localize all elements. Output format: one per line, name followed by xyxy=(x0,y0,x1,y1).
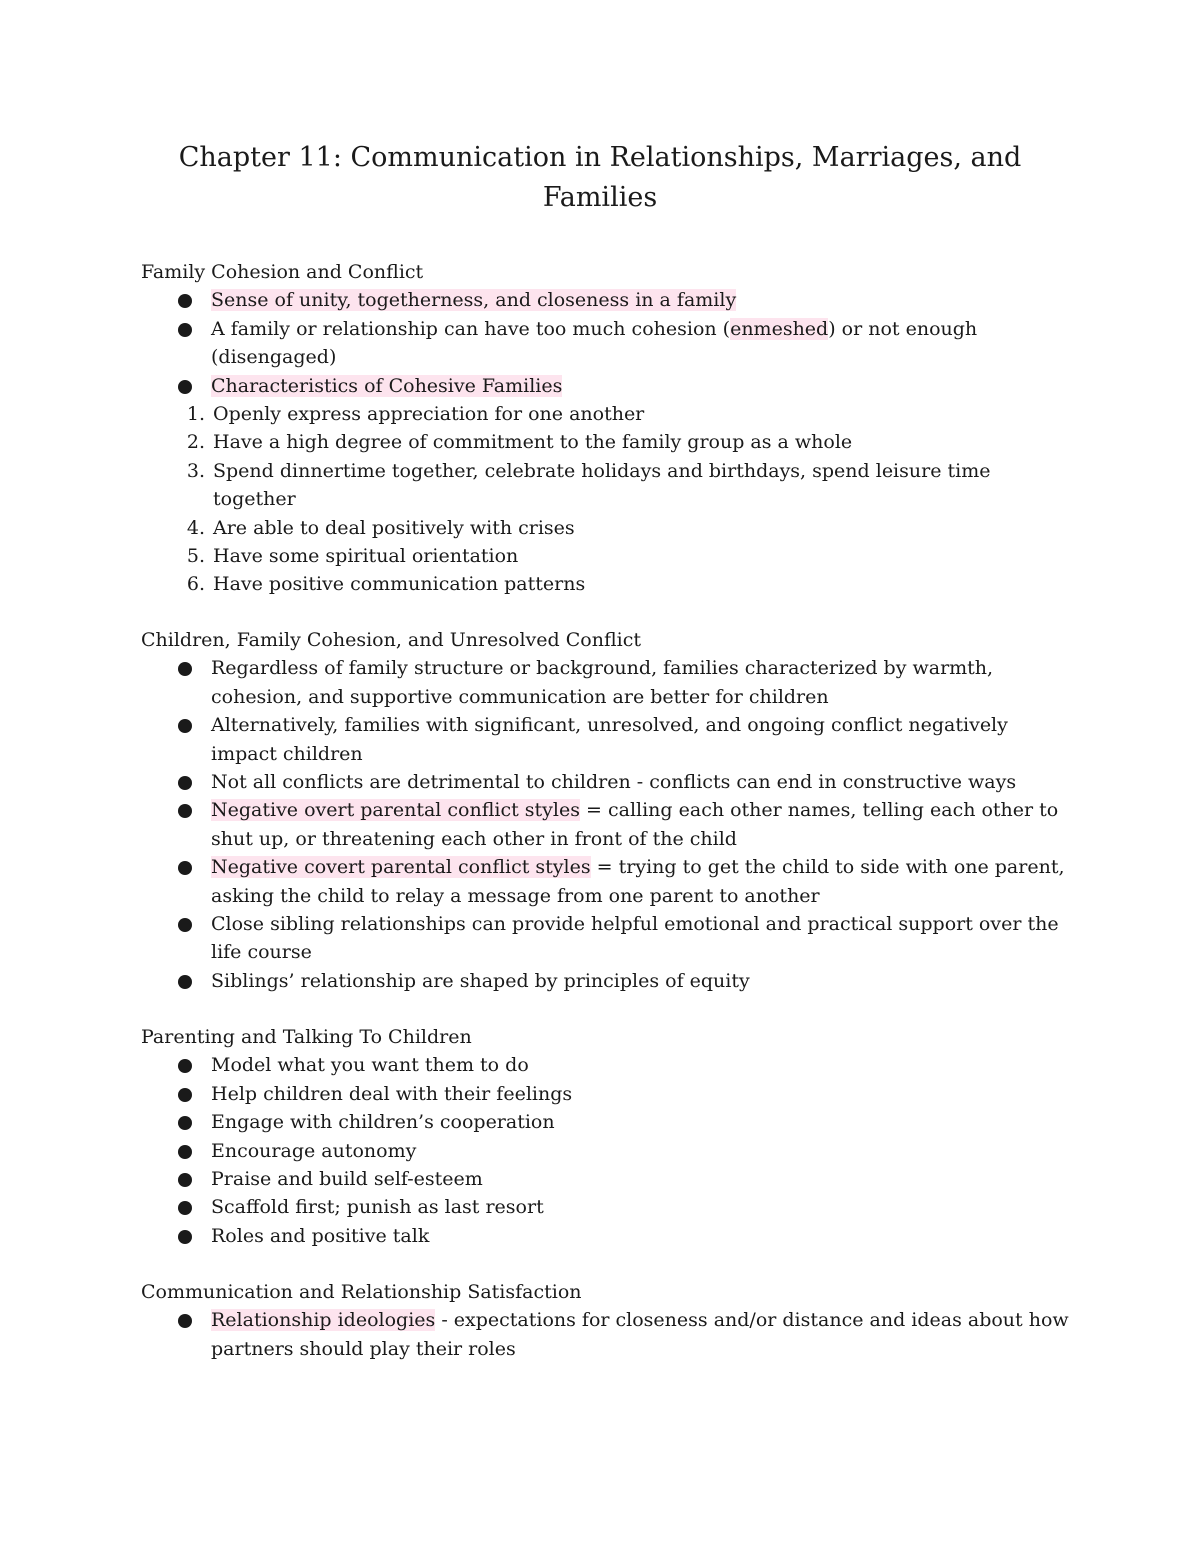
numbered-item: 6. Have positive communication patterns xyxy=(186,573,586,596)
highlighted-term: Negative covert parental conflict styles xyxy=(211,856,591,879)
list-item: Scaffold first; punish as last resort xyxy=(141,1193,1071,1221)
highlighted-term: Relationship ideologies xyxy=(211,1309,436,1332)
bullet-list xyxy=(141,1051,1071,1250)
section-relationship-satisfaction xyxy=(141,1278,1071,1363)
bullet-icon xyxy=(178,719,192,733)
list-item: Negative covert parental conflict styles = trying to get the child to side with one parent, asking the child to relay a message from one parent to another xyxy=(141,853,1071,910)
section-heading: Parenting and Talking To Children xyxy=(141,1026,472,1048)
bullet-icon xyxy=(178,1201,192,1215)
numbered-item: 5. Have some spiritual orientation xyxy=(186,545,519,568)
list-item: Model what you want them to do xyxy=(141,1051,1071,1079)
bullet-icon xyxy=(178,1116,192,1130)
list-item: Roles and positive talk xyxy=(141,1222,1071,1250)
section-family-cohesion xyxy=(141,258,1071,599)
numbered-item: 1. Openly express appreciation for one another xyxy=(186,403,645,426)
bullet-icon xyxy=(178,1059,192,1073)
bullet-icon xyxy=(178,804,192,818)
bullet-icon xyxy=(178,1088,192,1102)
bullet-icon xyxy=(178,294,192,308)
list-item: Praise and build self-esteem xyxy=(141,1165,1071,1193)
document-title: Chapter 11: Communication in Relationships, Marriages, and Families xyxy=(178,142,1022,213)
bullet-list xyxy=(141,286,1071,400)
highlighted-term: Negative overt parental conflict styles xyxy=(211,799,580,822)
bullet-icon xyxy=(178,1314,192,1328)
list-item: Close sibling relationships can provide helpful emotional and practical support over the life course xyxy=(141,910,1071,967)
numbered-item: 4. Are able to deal positively with crises xyxy=(186,516,575,539)
section-heading: Children, Family Cohesion, and Unresolved Conflict xyxy=(141,629,641,651)
list-item: Siblings’ relationship are shaped by principles of equity xyxy=(141,967,1071,995)
list-item: Engage with children’s cooperation xyxy=(141,1108,1071,1136)
list-item xyxy=(141,372,1071,400)
section-children-conflict xyxy=(141,626,1071,995)
section-heading: Family Cohesion and Conflict xyxy=(141,261,424,283)
numbered-list xyxy=(141,400,1071,599)
list-item: Relationship ideologies - expectations for closeness and/or distance and ideas about how partners should play their roles xyxy=(141,1306,1071,1363)
bullet-list xyxy=(141,654,1071,995)
bullet-icon xyxy=(178,861,192,875)
list-item: Not all conflicts are detrimental to children - conflicts can end in constructive ways xyxy=(141,768,1071,796)
bullet-icon xyxy=(178,323,192,337)
highlighted-term: enmeshed xyxy=(730,317,829,340)
bullet-icon xyxy=(178,1145,192,1159)
bullet-icon xyxy=(178,380,192,394)
bullet-icon xyxy=(178,662,192,676)
bullet-icon xyxy=(178,975,192,989)
section-parenting xyxy=(141,1023,1071,1250)
highlighted-term: Characteristics of Cohesive Families xyxy=(211,374,563,397)
numbered-item: 3. Spend dinnertime together, celebrate holidays and birthdays, spend leisure time together xyxy=(186,459,991,511)
list-item: Encourage autonomy xyxy=(141,1137,1071,1165)
list-item: Help children deal with their feelings xyxy=(141,1080,1071,1108)
bullet-list xyxy=(141,1306,1071,1363)
numbered-item: 2. Have a high degree of commitment to the family group as a whole xyxy=(186,431,853,454)
list-item: Negative overt parental conflict styles = calling each other names, telling each other to shut up, or threatening each other in front of the child xyxy=(141,796,1071,853)
bullet-icon xyxy=(178,776,192,790)
list-item: A family or relationship can have too much cohesion (enmeshed) or not enough (disengaged) xyxy=(141,315,1071,372)
list-item: Regardless of family structure or background, families characterized by warmth, cohesion, and supportive communication are better for children xyxy=(141,654,1071,711)
list-item xyxy=(141,286,1071,314)
bullet-icon xyxy=(178,918,192,932)
section-heading: Communication and Relationship Satisfaction xyxy=(141,1281,582,1303)
bullet-icon xyxy=(178,1230,192,1244)
bullet-icon xyxy=(178,1173,192,1187)
highlighted-term: Sense of unity, togetherness, and closeness in a family xyxy=(211,289,737,312)
list-item: Alternatively, families with significant, unresolved, and ongoing conflict negatively impact children xyxy=(141,711,1071,768)
